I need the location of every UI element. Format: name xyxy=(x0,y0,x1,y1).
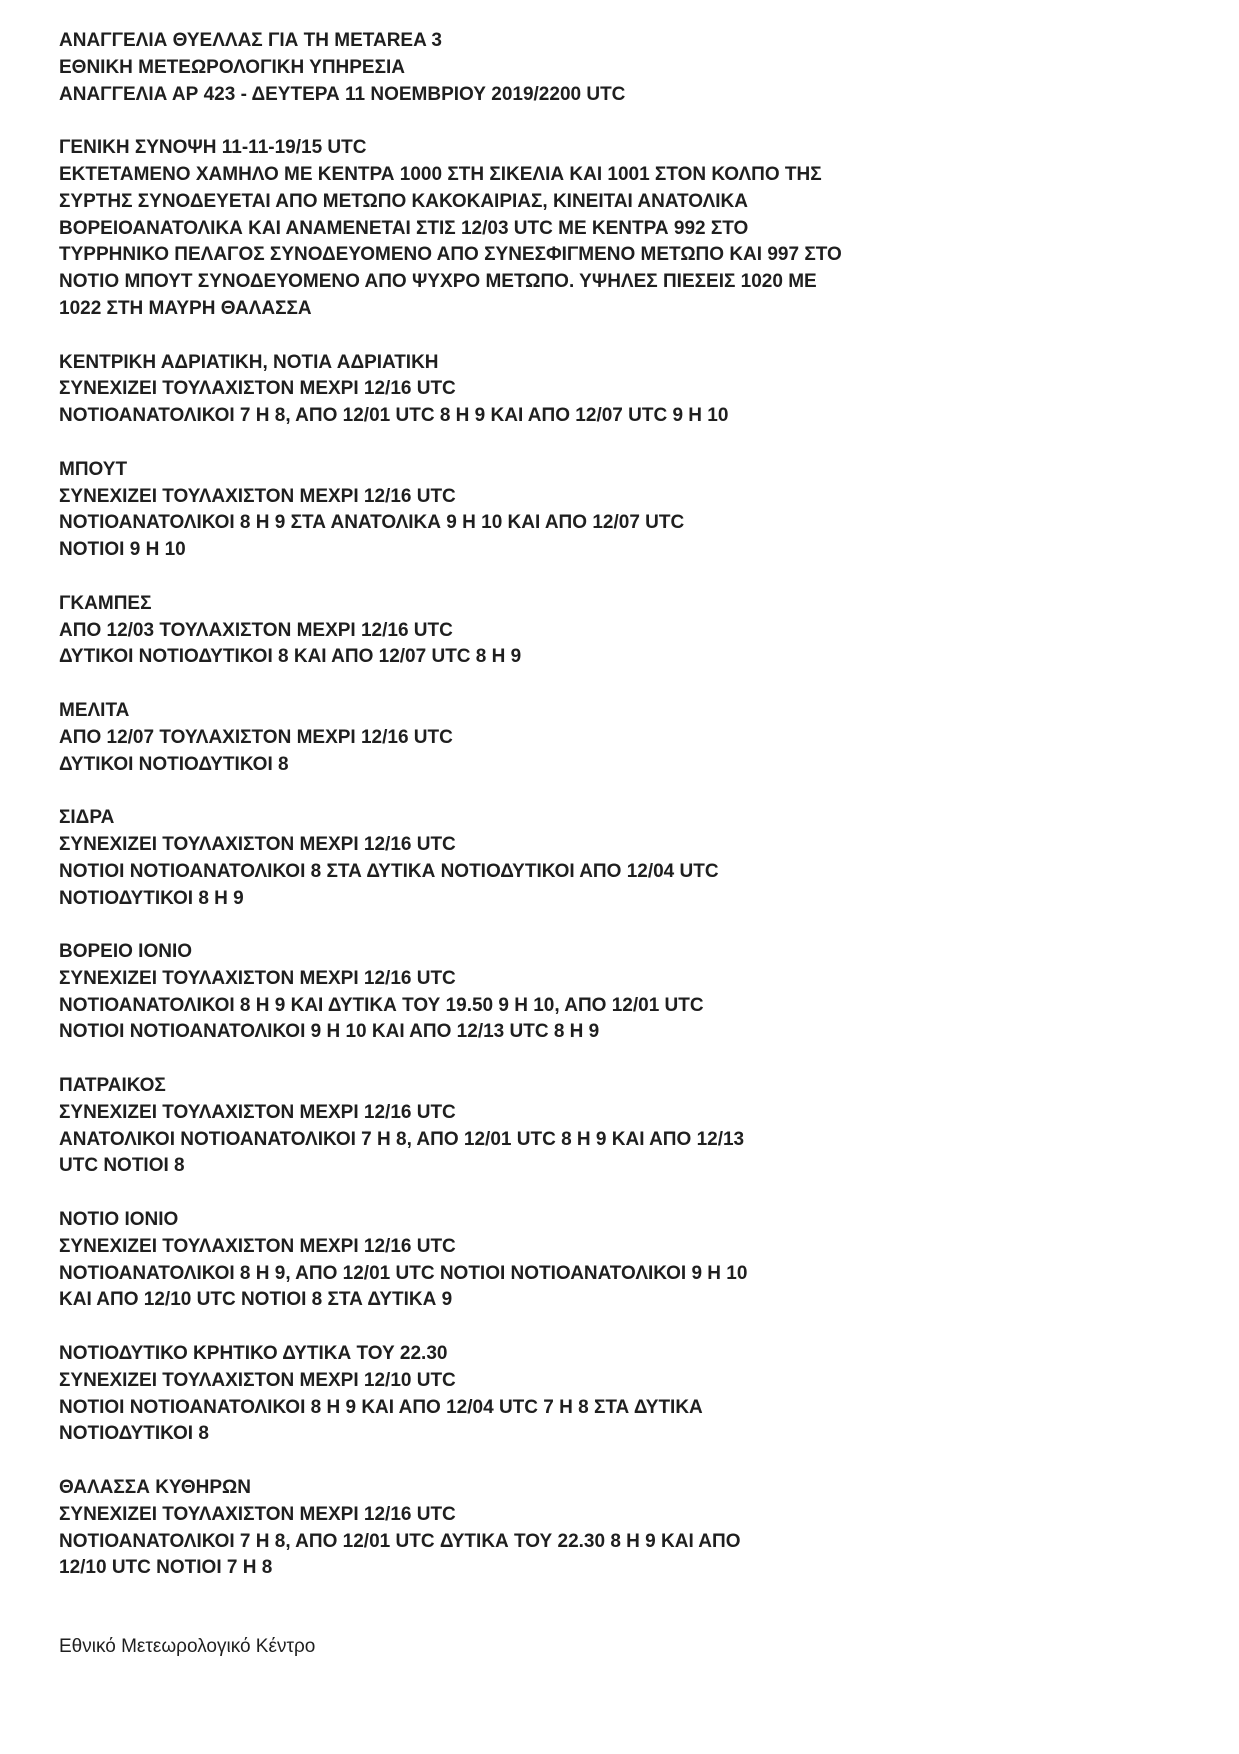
area-name: ΚΕΝΤΡΙΚΗ ΑΔΡΙΑΤΙΚΗ, ΝΟΤΙΑ ΑΔΡΙΑΤΙΚΗ xyxy=(59,351,439,373)
area-forecast: ΝΟΤΙΟΑΝΑΤΟΛΙΚΟΙ 8 Η 9, ΑΠΟ 12/01 UTC ΝΟΤΙΟΙ ΝΟΤΙΟΑΝΑΤΟΛΙΚΟΙ 9 Η 10 xyxy=(59,1262,748,1284)
warning-number-date: ΑΝΑΓΓΕΛΙΑ ΑΡ 423 - ΔΕΥΤΕΡΑ 11 ΝΟΕΜΒΡΙΟΥ 2019/2200 UTC xyxy=(59,83,626,105)
area-forecast: ΚΑΙ ΑΠΟ 12/10 UTC ΝΟΤΙΟΙ 8 ΣΤΑ ΔΥΤΙΚΑ 9 xyxy=(59,1289,453,1311)
area-name: ΜΕΛΙΤΑ xyxy=(59,699,130,721)
area-forecast: ΝΟΤΙΟΙ ΝΟΤΙΟΑΝΑΤΟΛΙΚΟΙ 8 ΣΤΑ ΔΥΤΙΚΑ ΝΟΤΙΟΔΥΤΙΚΟΙ ΑΠΟ 12/04 UTC xyxy=(59,860,719,882)
area-forecast: ΝΟΤΙΟΙ ΝΟΤΙΟΑΝΑΤΟΛΙΚΟΙ 9 Η 10 ΚΑΙ ΑΠΟ 12/13 UTC 8 Η 9 xyxy=(59,1021,600,1043)
area-validity: ΣΥΝΕΧΙΖΕΙ ΤΟΥΛΑΧΙΣΤΟΝ ΜΕΧΡΙ 12/16 UTC xyxy=(59,485,456,507)
area-central-south-adriatic xyxy=(59,350,1179,430)
area-forecast: ΝΟΤΙΟΔΥΤΙΚΟΙ 8 Η 9 xyxy=(59,887,244,909)
synopsis-line: ΝΟΤΙΟ ΜΠΟΥΤ ΣΥΝΟΔΕΥΟΜΕΝΟ ΑΠΟ ΨΥΧΡΟ ΜΕΤΩΠΟ. ΥΨΗΛΕΣ ΠΙΕΣΕΙΣ 1020 ΜΕ xyxy=(59,271,817,293)
synopsis-line: 1022 ΣΤΗ ΜΑΥΡΗ ΘΑΛΑΣΣΑ xyxy=(59,297,312,319)
area-validity: ΣΥΝΕΧΙΖΕΙ ΤΟΥΛΑΧΙΣΤΟΝ ΜΕΧΡΙ 12/16 UTC xyxy=(59,1235,456,1257)
warning-title: ΑΝΑΓΓΕΛΙΑ ΘΥΕΛΛΑΣ ΓΙΑ ΤΗ METAREA 3 xyxy=(59,30,442,51)
area-validity: ΑΠΟ 12/03 ΤΟΥΛΑΧΙΣΤΟΝ ΜΕΧΡΙ 12/16 UTC xyxy=(59,619,453,641)
area-validity: ΣΥΝΕΧΙΖΕΙ ΤΟΥΛΑΧΙΣΤΟΝ ΜΕΧΡΙ 12/16 UTC xyxy=(59,378,456,400)
area-name: ΣΙΔΡΑ xyxy=(59,807,115,829)
area-validity: ΣΥΝΕΧΙΖΕΙ ΤΟΥΛΑΧΙΣΤΟΝ ΜΕΧΡΙ 12/16 UTC xyxy=(59,967,456,989)
area-forecast: ΑΝΑΤΟΛΙΚΟΙ ΝΟΤΙΟΑΝΑΤΟΛΙΚΟΙ 7 Η 8, ΑΠΟ 12/01 UTC 8 Η 9 ΚΑΙ ΑΠΟ 12/13 xyxy=(59,1128,745,1150)
general-synopsis xyxy=(59,135,1179,323)
area-forecast: 12/10 UTC ΝΟΤΙΟΙ 7 Η 8 xyxy=(59,1557,273,1579)
area-melita xyxy=(59,698,1179,778)
area-patraikos xyxy=(59,1073,1179,1180)
area-forecast: ΝΟΤΙΟΔΥΤΙΚΟΙ 8 xyxy=(59,1423,209,1445)
issuing-service: ΕΘΝΙΚΗ ΜΕΤΕΩΡΟΛΟΓΙΚΗ ΥΠΗΡΕΣΙΑ xyxy=(59,56,406,78)
area-name: ΜΠΟΥΤ xyxy=(59,458,128,480)
synopsis-line: ΤΥΡΡΗΝΙΚΟ ΠΕΛΑΓΟΣ ΣΥΝΟΔΕΥΟΜΕΝΟ ΑΠΟ ΣΥΝΕΣΦΙΓΜΕΝΟ ΜΕΤΩΠΟ ΚΑΙ 997 ΣΤΟ xyxy=(59,244,842,266)
area-name: ΘΑΛΑΣΣΑ ΚΥΘΗΡΩΝ xyxy=(59,1477,251,1499)
area-forecast: ΝΟΤΙΟΙ ΝΟΤΙΟΑΝΑΤΟΛΙΚΟΙ 8 Η 9 ΚΑΙ ΑΠΟ 12/04 UTC 7 Η 8 ΣΤΑ ΔΥΤΙΚΑ xyxy=(59,1396,703,1418)
area-validity: ΣΥΝΕΧΙΖΕΙ ΤΟΥΛΑΧΙΣΤΟΝ ΜΕΧΡΙ 12/16 UTC xyxy=(59,1101,456,1123)
synopsis-line: ΣΥΡΤΗΣ ΣΥΝΟΔΕΥΕΤΑΙ ΑΠΟ ΜΕΤΩΠΟ ΚΑΚΟΚΑΙΡΙΑΣ, ΚΙΝΕΙΤΑΙ ΑΝΑΤΟΛΙΚΑ xyxy=(59,190,748,212)
synopsis-line: ΒΟΡΕΙΟΑΝΑΤΟΛΙΚΑ ΚΑΙ ΑΝΑΜΕΝΕΤΑΙ ΣΤΙΣ 12/03 UTC ΜΕ ΚΕΝΤΡΑ 992 ΣΤΟ xyxy=(59,217,749,239)
area-validity: ΣΥΝΕΧΙΖΕΙ ΤΟΥΛΑΧΙΣΤΟΝ ΜΕΧΡΙ 12/10 UTC xyxy=(59,1369,456,1391)
area-gabes xyxy=(59,591,1179,671)
area-forecast: ΝΟΤΙΟΙ 9 Η 10 xyxy=(59,539,186,561)
storm-warning-text xyxy=(59,28,1179,1609)
footer-signature: Εθνικό Μετεωρολογικό Κέντρο xyxy=(59,1636,316,1657)
area-south-ionian xyxy=(59,1207,1179,1314)
area-name: ΝΟΤΙΟ ΙΟΝΙΟ xyxy=(59,1209,179,1231)
area-validity: ΣΥΝΕΧΙΖΕΙ ΤΟΥΛΑΧΙΣΤΟΝ ΜΕΧΡΙ 12/16 UTC xyxy=(59,833,456,855)
area-sidra xyxy=(59,805,1179,912)
synopsis-heading: ΓΕΝΙΚΗ ΣΥΝΟΨΗ 11-11-19/15 UTC xyxy=(59,137,367,159)
area-name: ΝΟΤΙΟΔΥΤΙΚΟ ΚΡΗΤΙΚΟ ΔΥΤΙΚΑ ΤΟΥ 22.30 xyxy=(59,1343,448,1365)
warning-header xyxy=(59,28,1179,108)
area-forecast: ΔΥΤΙΚΟΙ ΝΟΤΙΟΔΥΤΙΚΟΙ 8 xyxy=(59,753,289,775)
area-validity: ΑΠΟ 12/07 ΤΟΥΛΑΧΙΣΤΟΝ ΜΕΧΡΙ 12/16 UTC xyxy=(59,726,453,748)
synopsis-line: ΕΚΤΕΤΑΜΕΝΟ ΧΑΜΗΛΟ ΜΕ ΚΕΝΤΡΑ 1000 ΣΤΗ ΣΙΚΕΛΙΑ ΚΑΙ 1001 ΣΤΟΝ ΚΟΛΠΟ ΤΗΣ xyxy=(59,163,822,185)
area-forecast: UTC ΝΟΤΙΟΙ 8 xyxy=(59,1155,185,1177)
area-kythera-sea xyxy=(59,1475,1179,1582)
area-name: ΓΚΑΜΠΕΣ xyxy=(59,592,152,614)
area-name: ΠΑΤΡΑΙΚΟΣ xyxy=(59,1075,166,1097)
area-forecast: ΝΟΤΙΟΑΝΑΤΟΛΙΚΟΙ 8 Η 9 ΣΤΑ ΑΝΑΤΟΛΙΚΑ 9 Η 10 ΚΑΙ ΑΠΟ 12/07 UTC xyxy=(59,512,685,534)
area-southwest-cretan xyxy=(59,1341,1179,1448)
area-name: ΒΟΡΕΙΟ ΙΟΝΙΟ xyxy=(59,941,193,963)
area-forecast: ΝΟΤΙΟΑΝΑΤΟΛΙΚΟΙ 7 Η 8, ΑΠΟ 12/01 UTC ΔΥΤΙΚΑ ΤΟΥ 22.30 8 Η 9 ΚΑΙ ΑΠΟ xyxy=(59,1530,741,1552)
area-mpout xyxy=(59,457,1179,564)
area-forecast: ΝΟΤΙΟΑΝΑΤΟΛΙΚΟΙ 8 Η 9 ΚΑΙ ΔΥΤΙΚΑ ΤΟΥ 19.50 9 Η 10, ΑΠΟ 12/01 UTC xyxy=(59,994,704,1016)
area-north-ionian xyxy=(59,939,1179,1046)
area-forecast: ΝΟΤΙΟΑΝΑΤΟΛΙΚΟΙ 7 Η 8, ΑΠΟ 12/01 UTC 8 Η 9 ΚΑΙ ΑΠΟ 12/07 UTC 9 Η 10 xyxy=(59,405,729,427)
area-validity: ΣΥΝΕΧΙΖΕΙ ΤΟΥΛΑΧΙΣΤΟΝ ΜΕΧΡΙ 12/16 UTC xyxy=(59,1503,456,1525)
area-forecast: ΔΥΤΙΚΟΙ ΝΟΤΙΟΔΥΤΙΚΟΙ 8 ΚΑΙ ΑΠΟ 12/07 UTC 8 Η 9 xyxy=(59,646,522,668)
